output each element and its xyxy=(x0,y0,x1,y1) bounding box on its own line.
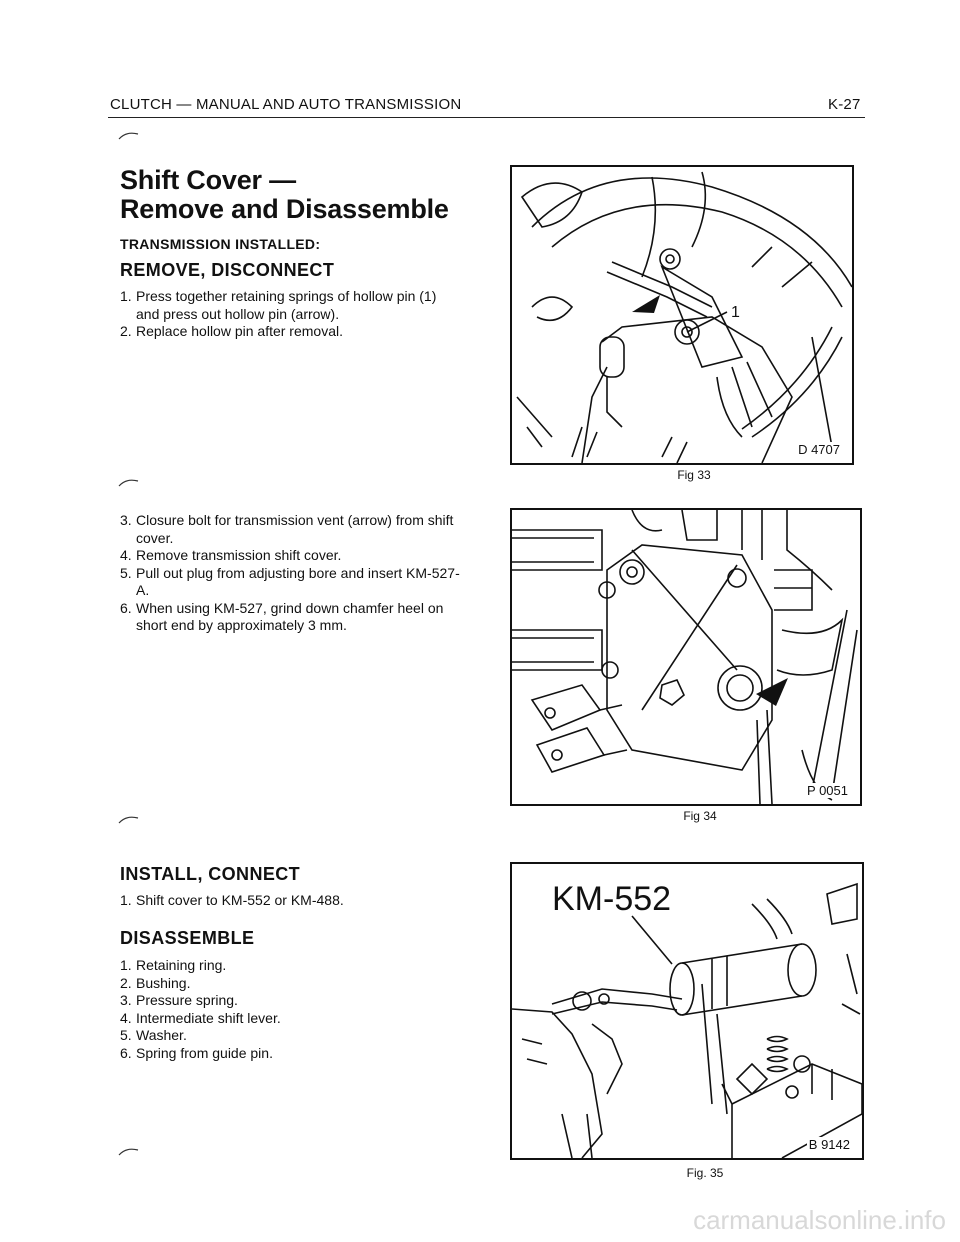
tool-label: KM-552 xyxy=(552,880,672,918)
list-item: 1. Shift cover to KM-552 or KM-488. xyxy=(120,892,344,908)
arrow-icon xyxy=(632,295,660,313)
section-heading-install: INSTALL, CONNECT xyxy=(120,864,301,884)
list-item: 5. Pull out plug from adjusting bore and insert KM-527-A. xyxy=(120,564,460,598)
margin-mark-icon xyxy=(118,477,140,487)
remove-steps-list-continued xyxy=(120,512,470,635)
disassemble-steps-list xyxy=(120,957,460,1062)
list-item: 1. Retaining ring. xyxy=(120,957,227,973)
shift-cover-drawing xyxy=(512,510,860,804)
list-item: 1. Press together retaining springs of hollow pin (1) and press out hollow pin (arrow). xyxy=(120,288,437,322)
list-item: 4. Intermediate shift lever. xyxy=(120,1009,281,1026)
section-heading-disassemble: DISASSEMBLE xyxy=(120,928,255,948)
header-rule xyxy=(108,117,865,118)
figure-34-illustration xyxy=(510,508,862,806)
list-item: 2. Bushing. xyxy=(120,974,191,991)
list-item: 6. When using KM-527, grind down chamfer heel on short end by approximately 3 mm. xyxy=(120,599,444,633)
margin-mark-icon xyxy=(118,1146,140,1156)
figure-caption: Fig 33 xyxy=(677,468,711,482)
watermark: carmanualsonline.info xyxy=(693,1205,946,1235)
figure-caption: Fig 34 xyxy=(683,809,717,823)
margin-mark-icon xyxy=(118,130,140,140)
figure-35-illustration xyxy=(510,862,864,1160)
callout-label: 1 xyxy=(731,304,740,321)
remove-steps-list xyxy=(120,288,460,341)
page-title-line-1: Shift Cover — xyxy=(120,165,296,195)
list-item: 4. Remove transmission shift cover. xyxy=(120,547,342,563)
section-heading-remove: REMOVE, DISCONNECT xyxy=(120,260,335,280)
shift-linkage-drawing xyxy=(512,167,852,463)
figure-caption: Fig. 35 xyxy=(686,1166,724,1180)
km-552-fixture-drawing xyxy=(512,864,862,1158)
list-item: 6. Spring from guide pin. xyxy=(120,1044,273,1061)
list-item: 5. Washer. xyxy=(120,1027,187,1043)
list-item: 3. Pressure spring. xyxy=(120,992,238,1008)
install-steps-list xyxy=(120,892,460,910)
figure-code: P 0051 xyxy=(807,783,848,798)
condition-label: TRANSMISSION INSTALLED: xyxy=(120,236,321,252)
page-title-line-2: Remove and Disassemble xyxy=(120,194,449,224)
figure-code: D 4707 xyxy=(798,442,840,457)
figure-code: B 9142 xyxy=(808,1137,850,1152)
list-item: 3. Closure bolt for transmission vent (arrow) from shift cover. xyxy=(120,512,454,546)
figure-33-illustration xyxy=(510,165,854,465)
running-header: CLUTCH — MANUAL AND AUTO TRANSMISSION xyxy=(110,96,462,113)
page-number: K-27 xyxy=(828,96,861,113)
margin-mark-icon xyxy=(118,814,140,824)
list-item: 2. Replace hollow pin after removal. xyxy=(120,323,343,339)
